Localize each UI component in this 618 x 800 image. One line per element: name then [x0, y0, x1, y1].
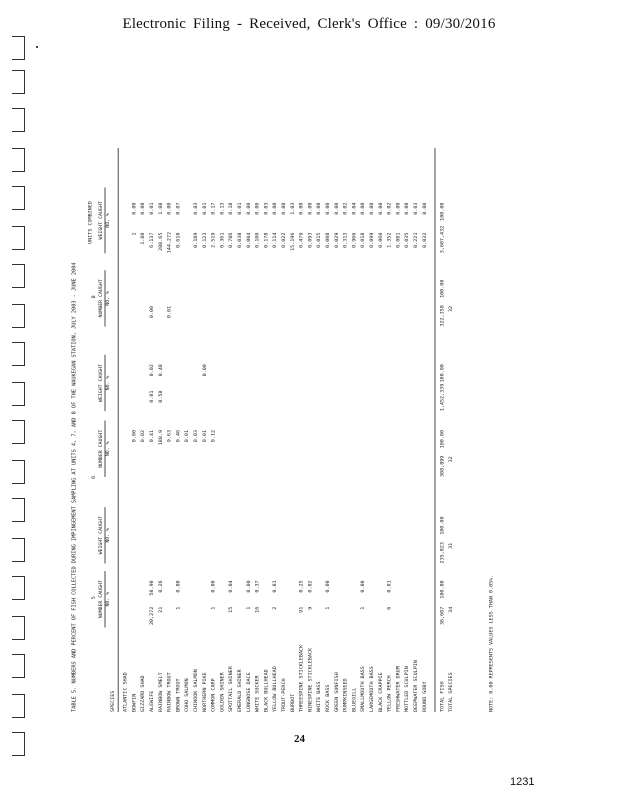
filing-stamp: Electronic Filing - Received, Clerk's Office : 09/30/2016	[122, 16, 496, 32]
table-cell: 16	[255, 606, 261, 613]
group-mark: 5	[91, 596, 97, 600]
table-cell: 0.46	[175, 430, 182, 443]
species-name: BLACK CRAPPIE	[378, 672, 384, 712]
species-name: EMERALD SHINER	[237, 669, 243, 712]
table-title: TABLE 5. NUMBERS AND PERCENT OF FISH COLLECTED DURING IMPINGEMENT SAMPLING AT UNITS 4, 7, AND 8 OF THE WAUKEGAN STATION, JULY 2003 - JUNE 2004	[72, 262, 78, 712]
table-cell: 0.00	[325, 580, 331, 593]
species-name: YELLOW BULLHEAD	[272, 666, 278, 712]
table-cell: 0.093	[307, 232, 314, 248]
table-cell: 0.018	[360, 232, 366, 248]
table-cell: 0.00	[167, 202, 173, 215]
rotated-table	[72, 110, 494, 712]
document-number: 1231	[510, 776, 535, 788]
table-cell: 0.114	[272, 232, 278, 248]
species-name: NINESPINE STICKLEBACK	[307, 647, 314, 712]
table-cell: 0.189	[193, 232, 199, 248]
table-cell: 0.00	[395, 202, 402, 215]
species-name: DEEPWATER SCULPIN	[413, 660, 419, 712]
table-cell: 0.221	[413, 232, 419, 248]
table-cell: 58.90	[149, 580, 155, 596]
table-cell: 0.00	[299, 202, 305, 215]
table-cell: 0.04	[228, 580, 234, 593]
table-cell: 0.01	[149, 390, 155, 403]
fish-impingement-table	[72, 110, 494, 712]
table-cell: 0.610	[175, 232, 182, 248]
col-group-4: WEIGHT CAUGHT NO. %	[98, 355, 110, 411]
species-name: BOWFIN	[131, 693, 138, 712]
table-cell: 0.015	[316, 232, 322, 248]
totals-cell: 3,607,432	[439, 225, 446, 254]
table-cell: 6.137	[149, 232, 155, 248]
totals-cell: 100.00	[439, 580, 446, 599]
table-cell: 0.032	[422, 232, 428, 248]
table-cell: 1	[211, 606, 217, 610]
table-cell: 1	[175, 606, 182, 610]
species-name: RAINBOW TROUT	[167, 672, 173, 712]
table-cell: 0.00	[272, 202, 278, 215]
table-cell: 0.004	[246, 232, 252, 248]
table-cell: 0.02	[387, 202, 393, 215]
species-name: THREESPINE STICKLEBACK	[299, 644, 305, 712]
table-cell: 0.07	[175, 202, 182, 215]
group-mark: 6	[91, 475, 97, 479]
table-cell: 0.00	[360, 202, 366, 215]
table-cell: 0.008	[325, 232, 331, 248]
table-cell: 0.25	[299, 580, 305, 593]
col-group-5: NUMBER CAUGHT NO. %	[98, 270, 110, 326]
table-cell: 0.313	[343, 232, 349, 248]
table-cell: 0.41	[149, 430, 155, 443]
species-name: BURBOT	[290, 693, 296, 712]
table-cell: 2	[272, 606, 278, 610]
species-name: MOTTLED SCULPIN	[404, 666, 410, 712]
table-cell: 0.966	[351, 232, 358, 248]
table-cell: 0.00	[404, 202, 410, 215]
table-cell: 0.00	[255, 202, 261, 215]
table-cell: 1	[131, 232, 138, 236]
table-cell: 0.02	[140, 430, 146, 443]
totals-cell: 308,899	[439, 455, 446, 477]
table-cell: 0.00	[175, 580, 182, 593]
table-cell: 0.00	[334, 202, 340, 215]
totals-cell: 32	[448, 456, 454, 463]
totals-cell: 100.00	[439, 516, 446, 535]
header-rule	[118, 148, 119, 712]
table-cell: 0.01	[202, 430, 208, 443]
table-cell: 1	[360, 606, 366, 610]
table-cell: 21	[158, 606, 164, 613]
table-cell: 0.48	[158, 364, 164, 377]
species-name: BLACK BULLHEAD	[263, 669, 270, 712]
table-cell: 0.099	[369, 232, 375, 248]
table-cell: 0.18	[228, 202, 234, 215]
table-cell: 0.00	[281, 202, 287, 215]
table-cell: 0.00	[149, 305, 155, 319]
table-cell: 0.479	[299, 232, 305, 248]
table-cell: 0.00	[202, 364, 208, 377]
species-name: WHITE BASS	[316, 681, 322, 712]
combined-label: UNITS COMBINED	[87, 201, 94, 244]
species-name: COMMON CARP	[211, 678, 217, 712]
table-cell: 0.01	[167, 305, 173, 319]
table-cell: 0.00	[369, 202, 375, 215]
table-cell: 0.00	[131, 202, 138, 215]
table-cell: 0.00	[211, 580, 217, 593]
species-name: WHITE SUCKER	[255, 675, 261, 712]
col-group-3: NUMBER CAUGHT NO. %	[98, 421, 110, 477]
species-name: YELLOW PERCH	[387, 675, 393, 712]
table-cell: 1.03	[290, 202, 296, 215]
col-group-6: WEIGHT CAUGHT NO. %	[98, 187, 110, 253]
table-cell: 0.01	[387, 580, 393, 593]
totals-cell: 1,452,339	[439, 383, 446, 412]
table-cell: 0.01	[184, 430, 190, 443]
table-cell: 0.17	[211, 202, 217, 215]
table-cell: 0.01	[272, 580, 278, 593]
table-cell: 0.00	[360, 580, 366, 593]
species-name: GIZZARD SHAD	[140, 675, 146, 712]
table-cell: 0.038	[237, 232, 243, 248]
table-cell: 1.80	[140, 232, 146, 245]
totals-cell: 32	[448, 305, 454, 313]
table-cell: 0.022	[281, 232, 287, 248]
species-name: ROUND GOBY	[422, 681, 428, 712]
table-cell: 0.081	[395, 232, 402, 248]
species-name: SMALLMOUTH BASS	[360, 666, 366, 712]
table-cell: 0.00	[316, 202, 322, 215]
table-cell: 0.02	[149, 364, 155, 377]
species-name: GOLDEN SHINER	[219, 672, 226, 712]
species-name: CHINOOK SALMON	[193, 669, 199, 712]
table-cell: 0.13	[219, 202, 226, 215]
species-name: LONGNOSE DACE	[246, 672, 252, 712]
table-cell: 0.26	[158, 580, 164, 593]
totals-cell: 235,823	[439, 542, 446, 564]
table-cell: 9	[307, 606, 314, 610]
totals-cell: 100.00	[439, 364, 446, 383]
table-cell: 0.03	[193, 202, 199, 215]
species-name: FRESHWATER DRUM	[395, 666, 402, 712]
table-cell: 0.37	[255, 580, 261, 593]
page-number: 24	[294, 733, 305, 745]
table-cell: 0.00	[246, 202, 252, 215]
table-cell: 6	[387, 606, 393, 610]
species-name: ALEWIFE	[149, 690, 155, 712]
table-cell: 0.12	[211, 430, 217, 443]
table-cell: 0.01	[149, 202, 155, 215]
table-cell: 0.02	[343, 202, 349, 215]
table-cell: 188.9	[158, 430, 164, 446]
totals-rule	[435, 148, 436, 712]
table-cell: 0.00	[422, 202, 428, 215]
table-cell: 9.63	[167, 430, 173, 443]
table-cell: 91	[299, 606, 305, 613]
table-cell: 0.00	[378, 202, 384, 215]
species-header: SPECIES	[110, 690, 116, 712]
table-cell: 0.02	[307, 580, 314, 593]
species-name: ROCK BASS	[325, 684, 331, 712]
table-cell: 0.03	[263, 202, 270, 215]
species-name: LARGEMOUTH BASS	[369, 666, 375, 712]
table-cell: 15.196	[290, 232, 296, 251]
table-cell: 0.786	[228, 232, 234, 248]
table-cell: 0.361	[219, 232, 226, 248]
table-cell: 0.00	[325, 202, 331, 215]
table-cell: 20,272	[149, 606, 155, 626]
species-name: GREEN SUNFISH	[334, 672, 340, 712]
scan-artifact	[36, 46, 38, 48]
table-cell: 1.08	[158, 202, 164, 215]
table-cell: 2.519	[211, 232, 217, 248]
table-cell: 0.00	[307, 202, 314, 215]
table-cell: 0.123	[202, 232, 208, 248]
table-cell: 0.01	[202, 202, 208, 215]
species-name: TROUT-PERCH	[281, 678, 287, 712]
table-note: NOTE: 0.00 REPRESENTS VALUES LESS THAN 0.05%.	[489, 574, 495, 712]
table-cell: 1	[246, 606, 252, 610]
table-cell: 1	[325, 606, 331, 610]
table-cell: 0.03	[193, 430, 199, 443]
totals-cell: 31	[448, 542, 454, 549]
table-cell: 15	[228, 606, 234, 613]
table-cell: 144.272	[167, 231, 173, 254]
species-name: PUMPKINSEED	[343, 678, 349, 712]
group-mark: 8	[91, 295, 97, 299]
species-name: BLUEGILL	[351, 687, 358, 712]
totals-cell: 100.00	[439, 202, 446, 221]
totals-cell: 100.00	[439, 430, 446, 449]
table-cell: 1.352	[387, 232, 393, 248]
table-cell: 288.65	[158, 232, 164, 251]
table-cell: 0.060	[378, 232, 384, 248]
totals-cell: 322,358	[439, 305, 446, 327]
table-cell: 0.100	[255, 232, 261, 248]
totals-cell: 34	[448, 606, 454, 613]
species-name: SPOTTAIL SHINER	[228, 666, 234, 712]
totals-cell: 36,607	[439, 606, 446, 626]
totals-label: TOTAL FISH	[439, 681, 446, 712]
table-cell: 0.04	[351, 202, 358, 215]
table-cell: 0.03	[413, 202, 419, 215]
table-cell: 0.01	[237, 202, 243, 215]
species-name: RAINBOW SMELT	[158, 672, 164, 712]
table-cell: 0.58	[158, 390, 164, 403]
table-cell: 0.00	[140, 202, 146, 215]
species-name: ATLANTIC SHAD	[123, 672, 129, 712]
table-cell: 0.178	[263, 232, 270, 248]
table-cell: 0.035	[404, 232, 410, 248]
totals-cell: 100.00	[439, 279, 446, 298]
col-group-1: NUMBER CAUGHT NO. %	[98, 571, 110, 627]
species-name: NORTHERN PIKE	[202, 672, 208, 712]
col-group-2: WEIGHT CAUGHT NO. %	[98, 507, 110, 563]
table-cell: 0.029	[334, 232, 340, 248]
species-name: COHO SALMON	[184, 678, 190, 712]
table-cell: 0.00	[246, 580, 252, 593]
totals-label: TOTAL SPECIES	[448, 672, 454, 712]
species-name: BROWN TROUT	[175, 678, 182, 712]
table-cell: 0.00	[131, 430, 138, 443]
binding-brackets	[8, 30, 28, 770]
